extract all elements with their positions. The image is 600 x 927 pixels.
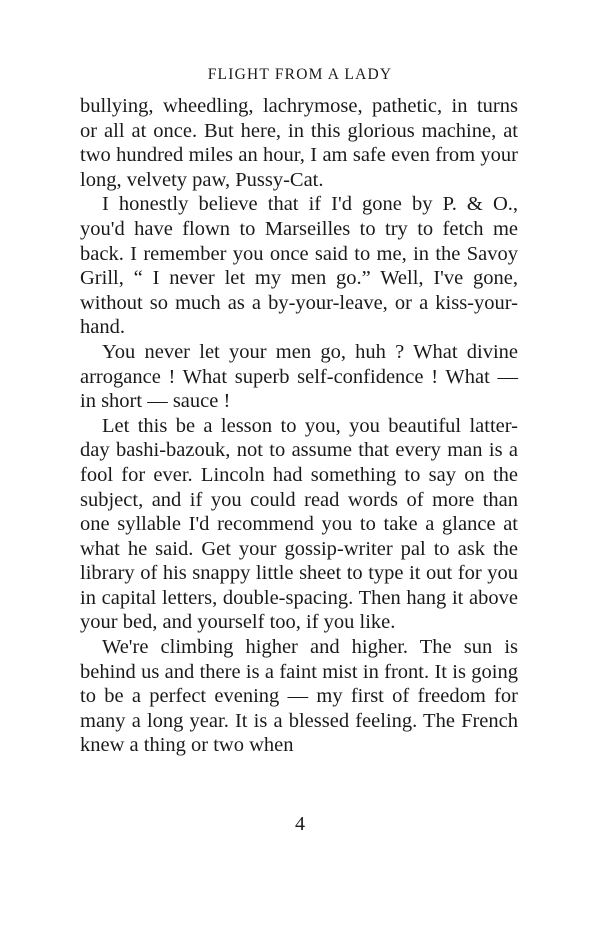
body-text: [80, 94, 518, 758]
paragraph: We're climbing higher and higher. The sun is behind us and there is a faint mist in front. It is going to be a perfect evening — my first of freedom for many a long year. It is a blessed feeling. The French knew a thing or two when: [80, 636, 518, 757]
paragraph: You never let your men go, huh ? What divine arrogance ! What superb self-confidence ! What — in short — sauce !: [80, 340, 518, 413]
paragraph: I honestly believe that if I'd gone by P. & O., you'd have flown to Marseilles to try to fetch me back. I remember you once said to me, in the Savoy Grill, “ I never let my men go.” Well, I've gone, without so much as a by-your-leave, or a kiss-your-hand.: [80, 193, 518, 339]
running-head: FLIGHT FROM A LADY: [207, 66, 393, 83]
page-number: 4: [295, 813, 305, 835]
paragraph-continued: bullying, wheedling, lachrymose, pathetic, in turns or all at once. But here, in this glorious machine, at two hundred miles an hour, I am safe even from your long, velvety paw, Pussy-Cat.: [80, 95, 518, 191]
paragraph: Let this be a lesson to you, you beautiful latter-day bashi-bazouk, not to assume that every man is a fool for ever. Lincoln had something to say on the subject, and if you could read words of more than one syllable I'd recommend you to take a glance at what he said. Get your gossip-writer pal to ask the library of his snappy little sheet to type it out for you in capital letters, double-spacing. Then hang it above your bed, and yourself too, if you like.: [80, 414, 518, 634]
